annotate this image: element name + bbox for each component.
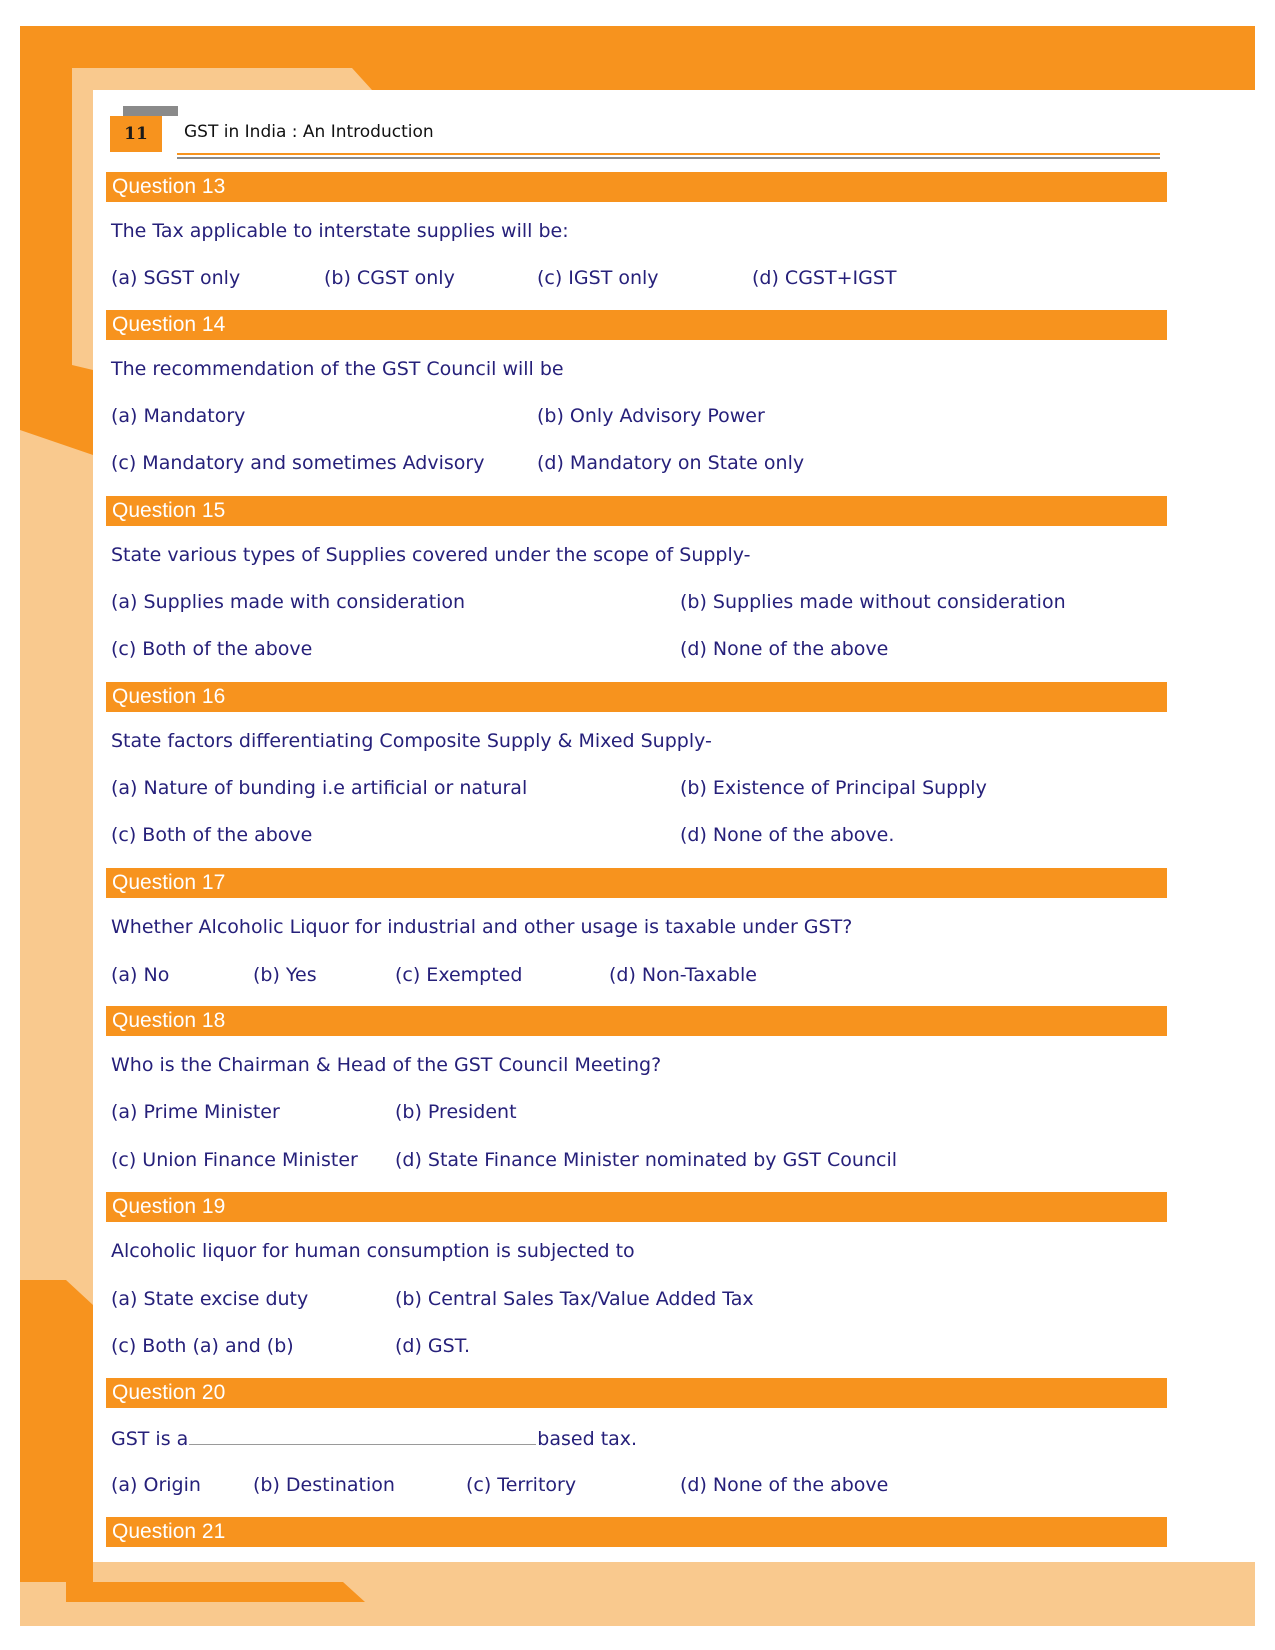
page-number: 11	[110, 116, 162, 152]
question-title: Question 20	[112, 1381, 226, 1404]
question-header-bar	[106, 1378, 1167, 1408]
option-b: (b) Central Sales Tax/Value Added Tax	[395, 1288, 754, 1310]
option-b: (b) CGST only	[324, 267, 455, 289]
option-b: (b) Existence of Principal Supply	[680, 777, 987, 799]
question-title: Question 15	[112, 499, 226, 522]
question-prompt: Whether Alcoholic Liquor for industrial and other usage is taxable under GST?	[111, 916, 853, 938]
option-a: (a) Origin	[111, 1474, 201, 1496]
option-c: (c) Territory	[466, 1474, 577, 1496]
option-d: (d) CGST+IGST	[752, 267, 897, 289]
option-a: (a) Supplies made with consideration	[111, 591, 466, 613]
question-title: Question 19	[112, 1195, 226, 1218]
fill-in-blank	[189, 1426, 536, 1445]
option-a: (a) Mandatory	[111, 405, 246, 427]
question-header-bar	[106, 172, 1167, 202]
option-d: (d) Non-Taxable	[609, 964, 757, 986]
option-c: (c) Mandatory and sometimes Advisory	[111, 452, 485, 474]
question-title: Question 21	[112, 1520, 226, 1543]
question-header-bar	[106, 1517, 1167, 1547]
running-title: GST in India : An Introduction	[184, 122, 434, 142]
question-prompt: Who is the Chairman & Head of the GST Council Meeting?	[111, 1054, 662, 1076]
option-b: (b) Destination	[253, 1474, 395, 1496]
page-number-shadow	[123, 106, 178, 116]
question-title: Question 16	[112, 685, 226, 708]
question-title: Question 18	[112, 1009, 226, 1032]
option-d: (d) None of the above	[680, 1474, 889, 1496]
option-b: (b) Supplies made without consideration	[680, 591, 1066, 613]
option-c: (c) IGST only	[537, 267, 659, 289]
option-b: (b) Yes	[253, 964, 317, 986]
option-b: (b) Only Advisory Power	[537, 405, 765, 427]
question-header-bar	[106, 310, 1167, 340]
question-title: Question 17	[112, 871, 226, 894]
question-prompt: The recommendation of the GST Council will be	[111, 358, 564, 380]
question-header-bar	[106, 682, 1167, 712]
question-header-bar	[106, 1006, 1167, 1036]
option-a: (a) Nature of bunding i.e artificial or natural	[111, 777, 528, 799]
question-header-bar	[106, 1192, 1167, 1222]
question-title: Question 14	[112, 313, 226, 336]
option-a: (a) No	[111, 964, 170, 986]
option-c: (c) Both of the above	[111, 638, 313, 660]
option-b: (b) President	[395, 1101, 517, 1123]
option-a: (a) SGST only	[111, 267, 241, 289]
question-prompt: The Tax applicable to interstate supplies will be:	[111, 220, 569, 242]
option-d: (d) None of the above.	[680, 824, 895, 846]
option-d: (d) None of the above	[680, 638, 889, 660]
option-a: (a) Prime Minister	[111, 1101, 280, 1123]
option-d: (d) State Finance Minister nominated by GST Council	[395, 1149, 897, 1171]
option-d: (d) Mandatory on State only	[537, 452, 805, 474]
option-c: (c) Exempted	[395, 964, 523, 986]
option-c: (c) Both of the above	[111, 824, 313, 846]
option-d: (d) GST.	[395, 1335, 471, 1357]
option-c: (c) Union Finance Minister	[111, 1149, 358, 1171]
option-a: (a) State excise duty	[111, 1288, 309, 1310]
option-c: (c) Both (a) and (b)	[111, 1335, 294, 1357]
prompt-after-blank: based tax.	[537, 1428, 638, 1450]
question-prompt: State factors differentiating Composite Supply & Mixed Supply-	[111, 730, 712, 752]
question-prompt: Alcoholic liquor for human consumption is subjected to	[111, 1240, 635, 1262]
question-header-bar	[106, 868, 1167, 898]
prompt-before-blank: GST is a	[111, 1428, 189, 1450]
question-title: Question 13	[112, 175, 226, 198]
question-prompt	[111, 1426, 637, 1450]
question-prompt: State various types of Supplies covered under the scope of Supply-	[111, 544, 751, 566]
question-header-bar	[106, 496, 1167, 526]
